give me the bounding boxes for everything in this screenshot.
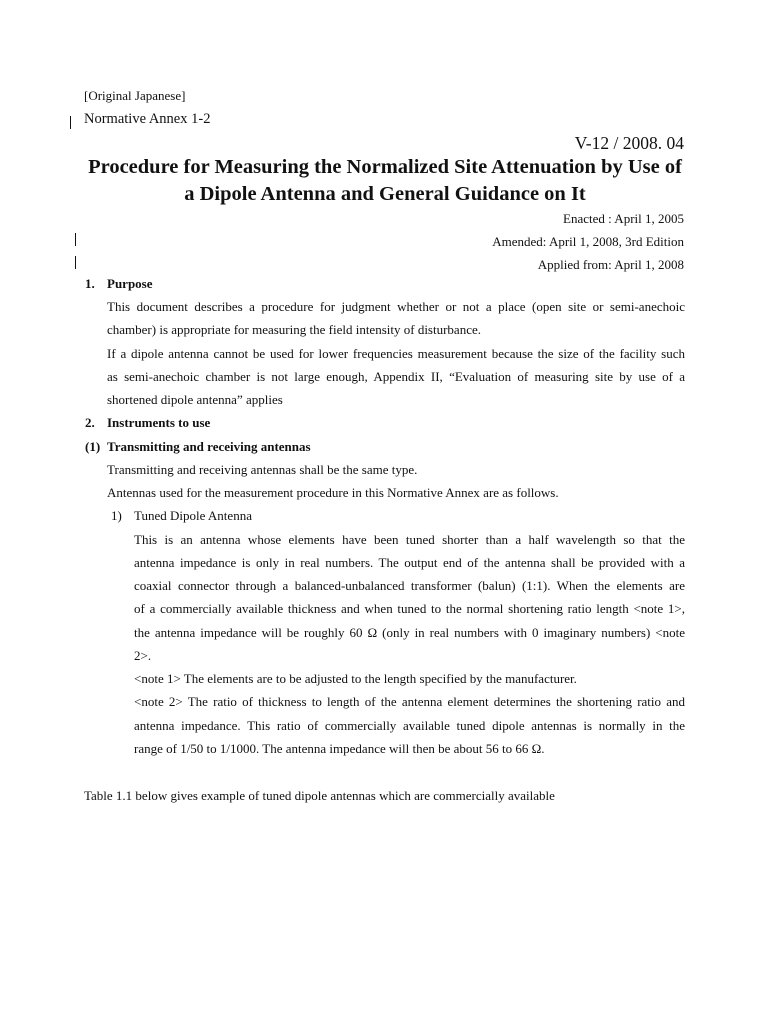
original-language-note: [Original Japanese] [84, 88, 186, 103]
paragraph-line: If a dipole antenna cannot be used for lower frequencies measurement because the size of the facility such [107, 346, 685, 361]
paragraph-line: the antenna impedance will be roughly 60 Ω (only in real numbers with 0 imaginary numbers) <note [134, 625, 685, 640]
revision-bar [70, 116, 71, 129]
paragraph-line: This is an antenna whose elements have been tuned shorter than a half wavelength so that the [134, 532, 685, 547]
paragraph-line: coaxial connector through a balanced-unbalanced transformer (balun) (1:1). When the elements are [134, 578, 685, 593]
list-item-number: 1) [111, 508, 122, 523]
paragraph-line: antenna impedance is only in real numbers. The output end of the antenna shall be provided with a [134, 555, 685, 570]
revision-bar [75, 256, 76, 269]
revision-bar [75, 233, 76, 246]
document-title-line-2: a Dipole Antenna and General Guidance on It [184, 183, 586, 205]
applied-date: Applied from: April 1, 2008 [537, 257, 684, 272]
enacted-date: Enacted : April 1, 2005 [563, 211, 684, 226]
subsection-heading-antennas: Transmitting and receiving antennas [107, 439, 311, 454]
note-2-line: antenna impedance. This ratio of commercially available tuned dipole antennas is normally in the [134, 718, 685, 733]
paragraph-line: Transmitting and receiving antennas shall be the same type. [107, 462, 418, 477]
note-2-line: <note 2> The ratio of thickness to length of the antenna element determines the shortening ratio and [134, 694, 685, 709]
section-heading-instruments: Instruments to use [107, 415, 211, 430]
paragraph-line: of a commercially available thickness and when tuned to the normal shortening ratio length <note 1>, [134, 601, 685, 616]
paragraph-line: shortened dipole antenna” applies [107, 392, 283, 407]
version-label: V-12 / 2008. 04 [574, 133, 684, 153]
note-2-line: range of 1/50 to 1/1000. The antenna impedance will then be about 56 to 66 Ω. [134, 741, 545, 756]
note-1: <note 1> The elements are to be adjusted to the length specified by the manufacturer. [134, 671, 577, 686]
amended-date: Amended: April 1, 2008, 3rd Edition [492, 234, 684, 249]
annex-label: Normative Annex 1-2 [84, 111, 211, 127]
subsection-number: (1) [85, 439, 101, 454]
table-intro-text: Table 1.1 below gives example of tuned dipole antennas which are commercially available [84, 788, 555, 803]
paragraph-line: This document describes a procedure for judgment whether or not a place (open site or semi-anechoic [107, 299, 685, 314]
list-item-heading-tuned-dipole: Tuned Dipole Antenna [134, 508, 252, 523]
section-heading-purpose: Purpose [107, 276, 153, 291]
paragraph-line: as semi-anechoic chamber is not large enough, Appendix II, “Evaluation of measuring site by use of a [107, 369, 685, 384]
section-number: 2. [85, 415, 95, 430]
paragraph-line: Antennas used for the measurement procedure in this Normative Annex are as follows. [107, 485, 559, 500]
section-number: 1. [85, 276, 95, 291]
paragraph-line: 2>. [134, 648, 152, 663]
document-title-line-1: Procedure for Measuring the Normalized Site Attenuation by Use of [88, 156, 682, 178]
paragraph-line: chamber) is appropriate for measuring the field intensity of disturbance. [107, 322, 481, 337]
